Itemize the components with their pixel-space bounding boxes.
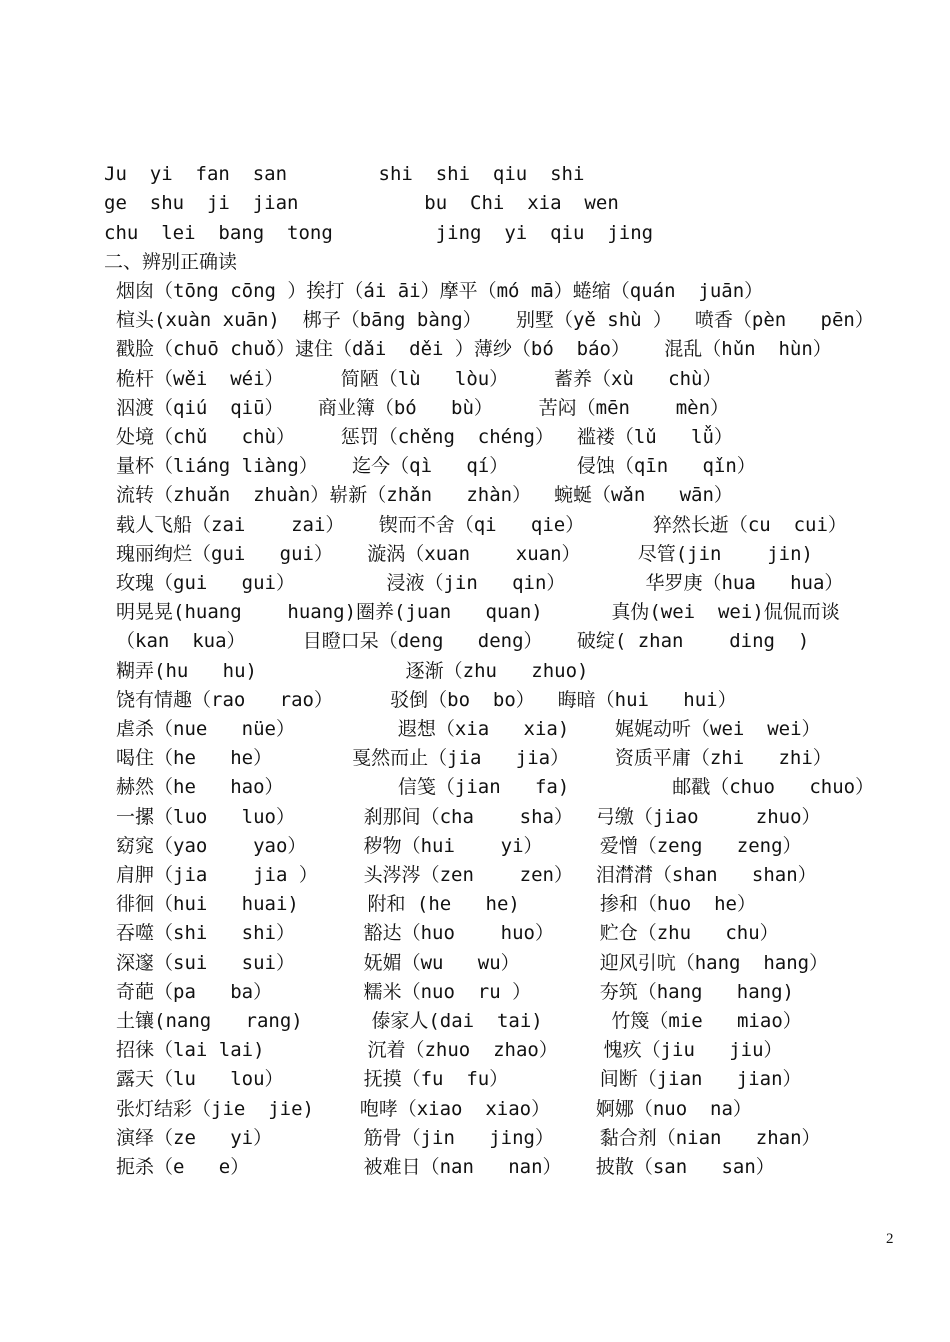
pronunciation-entry-line: 处境（chǔ chù） 惩罚（chěng chéng） 褴褛（lǔ lǚ） (116, 426, 733, 448)
pronunciation-entry-line: 桅杆（wěi wéi） 简陋（lù lòu） 蓄养（xù chù） (116, 368, 722, 390)
pronunciation-entry-line: 赫然（he hao） 信笺（jian fa) 邮戳（chuo chuo） (116, 776, 875, 798)
pronunciation-entry-line: 招徕（lai lai) 沉着（zhuo zhao） 愧疚（jiu jiu） (116, 1039, 783, 1061)
pronunciation-entry-line: 明晃晃(huang huang)圈养(juan quan) 真伪(wei wei)侃侃而谈 (116, 601, 840, 623)
pronunciation-entry-line: 泅渡（qiú qiū） 商业簿（bó bù） 苦闷（mēn mèn） (116, 397, 730, 419)
pronunciation-entry-line: 糊弄(hu hu) 逐渐（zhu zhuo) (116, 660, 589, 682)
section-title: 二、辨别正确读 (104, 251, 238, 273)
pronunciation-entry-line: 戳脸（chuō chuǒ）逮住（dǎi děi ）薄纱（bó báo） 混乱（hǔn hùn） (116, 338, 832, 360)
pronunciation-entry-line: （kan kua） 目瞪口呆（deng deng） 破绽( zhan ding ) (116, 630, 810, 652)
pronunciation-entry-line: 载人飞船（zai zai） 锲而不舍（qi qie） 猝然长逝（cu cui） (116, 514, 847, 536)
page-number: 2 (886, 1231, 894, 1247)
pronunciation-entry-line: 演绎（ze yi） 筋骨（jin jing） 黏合剂（nian zhan） (116, 1127, 821, 1149)
pronunciation-entry-line: 流转（zhuǎn zhuàn）崭新（zhǎn zhàn） 蜿蜒（wǎn wān） (116, 484, 733, 506)
pronunciation-entry-line: 张灯结彩（jie jie) 咆哮（xiao xiao） 婀娜（nuo na） (116, 1098, 752, 1120)
pronunciation-entry-line: 吞噬（shi shi） 豁达（huo huo） 贮仓（zhu chu） (116, 922, 779, 944)
pronunciation-entry-line: 玫瑰（gui gui） 浸液（jin qin） 华罗庚（hua hua） (116, 572, 844, 594)
pronunciation-entry-line: 虐杀（nue nüe） 遐想（xia xia) 娓娓动听（wei wei） (116, 718, 821, 740)
pronunciation-entry-line: 土镶(nang rang) 傣家人(dai tai) 竹篾（mie miao） (116, 1010, 802, 1032)
pronunciation-entry-line: 一摞（luo luo） 刹那间（cha sha） 弓缴（jiao zhuo） (116, 806, 821, 828)
pronunciation-entry-line: 瑰丽绚烂（gui gui） 漩涡（xuan xuan） 尽管(jin jin) (116, 543, 813, 565)
pronunciation-entry-line: 饶有情趣（rao rao） 驳倒（bo bo） 晦暗（hui hui） (116, 689, 737, 711)
idiom-pinyin-line-3: chu lei bang tong jing yi qiu jing (104, 222, 654, 244)
idiom-pinyin-line-1: Ju yi fan san shi shi qiu shi (104, 163, 585, 185)
pronunciation-entry-line: 量杯（liáng liàng） 迄今（qì qí） 侵蚀（qīn qǐn） (116, 455, 756, 477)
pronunciation-entry-line: 肩胛（jia jia ） 头涔涔（zen zen） 泪潸潸（shan shan） (116, 864, 817, 886)
pronunciation-entry-line: 窈窕（yao yao） 秽物（hui yi） 爱憎（zeng zeng） (116, 835, 802, 857)
pronunciation-entry-line: 奇葩（pa ba） 糯米（nuo ru ） 夯筑（hang hang) (116, 981, 794, 1003)
pronunciation-entry-line: 露天（lu lou） 抚摸（fu fu） 间断（jian jian） (116, 1068, 802, 1090)
pronunciation-entry-line: 楦头(xuàn xuān) 梆子（bāng bàng） 别墅（yě shù ） 喷香（pèn pēn） (116, 309, 874, 331)
pronunciation-entry-line: 深邃（sui sui） 妩媚（wu wu） 迎风引吭（hang hang） (116, 952, 829, 974)
idiom-pinyin-line-2: ge shu ji jian bu Chi xia wen (104, 192, 619, 214)
pronunciation-entry-line: 喝住（he he） 戛然而止（jia jia） 资质平庸（zhi zhi） (116, 747, 832, 769)
pronunciation-entry-line: 扼杀（e e） 被难日（nan nan） 披散（san san） (116, 1156, 775, 1178)
pronunciation-entry-line: 徘徊（hui huai) 附和 (he he) 掺和（huo he） (116, 893, 756, 915)
pronunciation-entry-line: 烟囱（tōng cōng ）挨打（ái āi）摩平（mó mā）蜷缩（quán juān） (116, 280, 764, 302)
